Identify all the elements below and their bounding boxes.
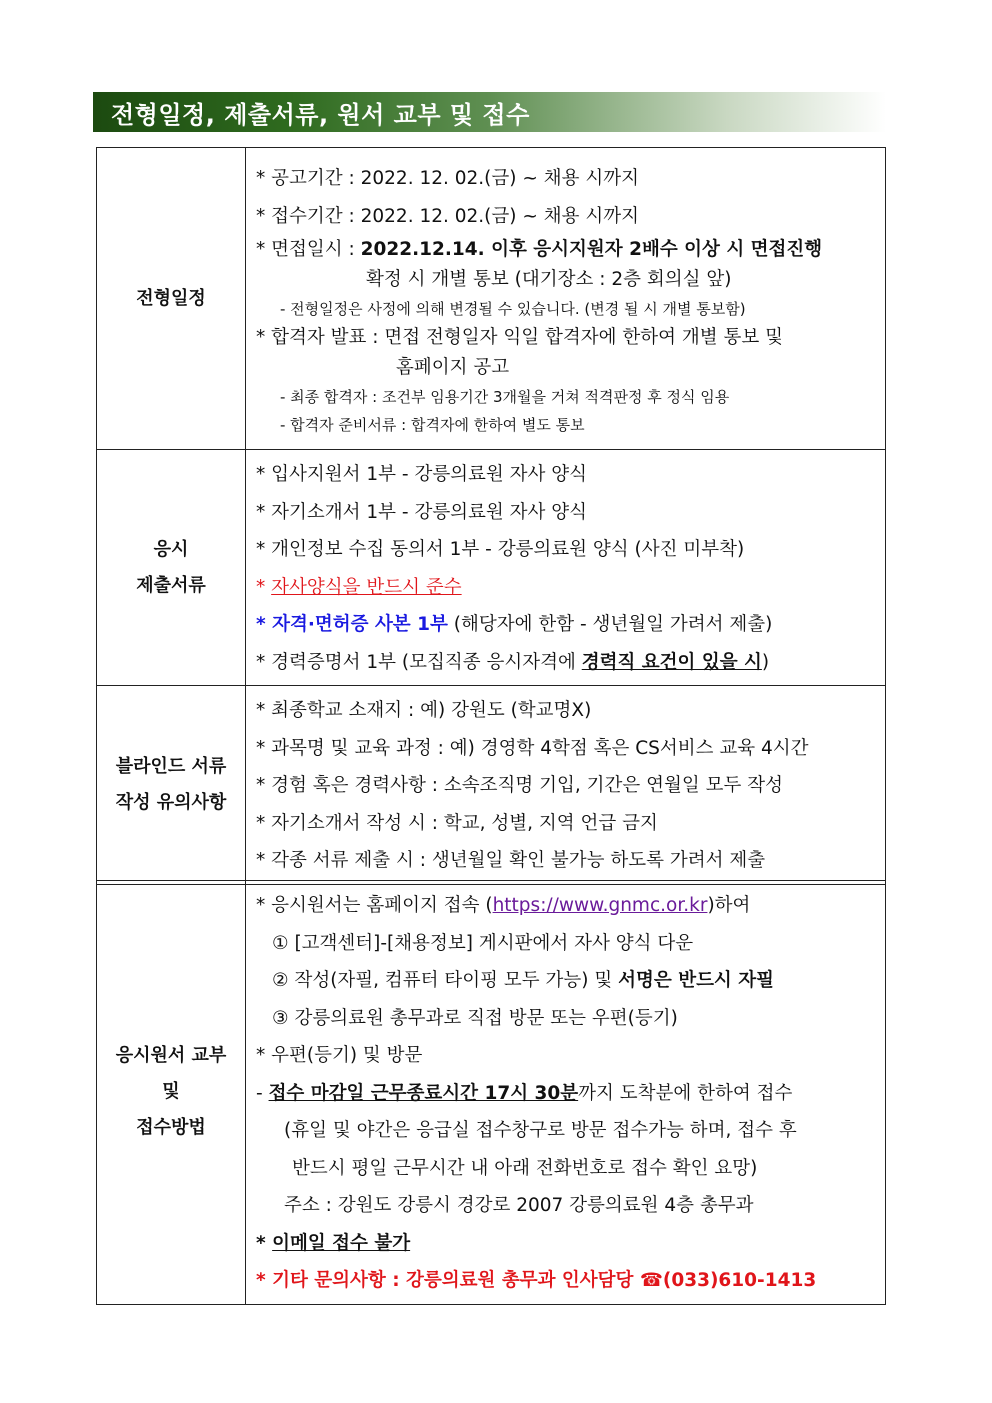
app-confirm-note: 반드시 평일 근무시간 내 아래 전화번호로 접수 확인 요망) (292, 1157, 758, 1179)
documents-label: 응시 제출서류 (97, 450, 246, 686)
app-step-2: ② 작성(자필, 컴퓨터 타이핑 모두 가능) 및 서명은 반드시 자필 (272, 970, 774, 991)
pass-docs-note: - 합격자 준비서류 : 합격자에 한하여 별도 통보 (280, 416, 585, 434)
blind-course: * 과목명 및 교육 과정 : 예) 경영학 4학점 혹은 CS서비스 교육 4시간 (256, 737, 809, 759)
documents-row (97, 450, 886, 686)
app-mail-visit: * 우편(등기) 및 방문 (256, 1045, 423, 1066)
app-no-email: * 이메일 접수 불가 (256, 1232, 411, 1254)
section-title: 전형일정, 제출서류, 원서 교부 및 접수 (111, 100, 530, 129)
app-holiday-note: (휴일 및 야간은 응급실 접수창구로 방문 접수가능 하며, 접수 후 (284, 1120, 797, 1141)
schedule-announcement-cont: 홈페이지 공고 (396, 357, 510, 378)
schedule-announcement: * 합격자 발표 : 면접 전형일자 익일 합격자에 한하여 개별 통보 및 (256, 327, 783, 348)
application-content (246, 881, 886, 1305)
schedule-receipt-period: * 접수기간 : 2022. 12. 02.(금) ~ 채용 시까지 (256, 205, 639, 227)
application-row (97, 881, 886, 1305)
schedule-row (97, 148, 886, 450)
app-deadline: - 접수 마감일 근무종료시간 17시 30분까지 도착분에 한하여 접수 (256, 1082, 793, 1104)
blind-self-intro: * 자기소개서 작성 시 : 학교, 성별, 지역 언급 금지 (256, 812, 658, 834)
schedule-interview: * 면접일시 : 2022.12.14. 이후 응시지원자 2배수 이상 시 면접진행 (256, 239, 823, 260)
homepage-link[interactable]: https://www.gnmc.or.kr (492, 895, 708, 916)
blind-experience: * 경험 혹은 경력사항 : 소속조직명 기입, 기간은 연월일 모두 작성 (256, 775, 783, 796)
schedule-interview-cont: 확정 시 개별 통보 (대기장소 : 2층 회의실 앞) (366, 269, 732, 290)
doc-self-intro: * 자기소개서 1부 - 강릉의료원 자사 양식 (256, 501, 588, 523)
doc-format-required: * 자사양식을 반드시 준수 (256, 576, 462, 598)
doc-license-copy: * 자격·면허증 사본 1부 (해당자에 한함 - 생년월일 가려서 제출) (256, 614, 773, 635)
section-title-bar (93, 92, 886, 132)
app-address: 주소 : 강원도 강릉시 경강로 2007 강릉의료원 4층 총무과 (284, 1195, 754, 1216)
blind-label: 블라인드 서류 작성 유의사항 (97, 686, 246, 885)
doc-application-form: * 입사지원서 1부 - 강릉의료원 자사 양식 (256, 464, 588, 485)
application-label: 응시원서 교부 및 접수방법 (97, 881, 246, 1305)
app-step-3: ③ 강릉의료원 총무과로 직접 방문 또는 우편(등기) (272, 1007, 678, 1029)
doc-career-cert: * 경력증명서 1부 (모집직종 응시자격에 경력직 요건이 있을 시) (256, 651, 770, 673)
documents-content (246, 450, 886, 686)
blind-submission: * 각종 서류 제출 시 : 생년월일 확인 불가능 하도록 가려서 제출 (256, 850, 766, 871)
final-pass-note: - 최종 합격자 : 조건부 임용기간 3개월을 거쳐 적격판정 후 정식 임용 (280, 388, 730, 406)
blind-content (246, 686, 886, 885)
info-table (96, 147, 886, 885)
app-step-1: ① [고객센터]-[채용정보] 게시판에서 자사 양식 다운 (272, 932, 694, 954)
schedule-note: - 전형일정은 사정에 의해 변경될 수 있습니다. (변경 될 시 개별 통보함) (280, 300, 746, 318)
schedule-content (246, 148, 886, 450)
blind-school: * 최종학교 소재지 : 예) 강원도 (학교명X) (256, 700, 592, 721)
application-table (96, 880, 886, 1305)
doc-privacy-consent: * 개인정보 수집 동의서 1부 - 강릉의료원 양식 (사진 미부착) (256, 539, 745, 560)
schedule-notice-period: * 공고기간 : 2022. 12. 02.(금) ~ 채용 시까지 (256, 168, 639, 189)
app-homepage: * 응시원서는 홈페이지 접속 (https://www.gnmc.or.kr)하여 (256, 895, 751, 916)
schedule-label: 전형일정 (97, 148, 246, 450)
blind-row (97, 686, 886, 885)
app-contact: * 기타 문의사항 : 강릉의료원 총무과 인사담당 ☎(033)610-1413 (256, 1270, 817, 1291)
